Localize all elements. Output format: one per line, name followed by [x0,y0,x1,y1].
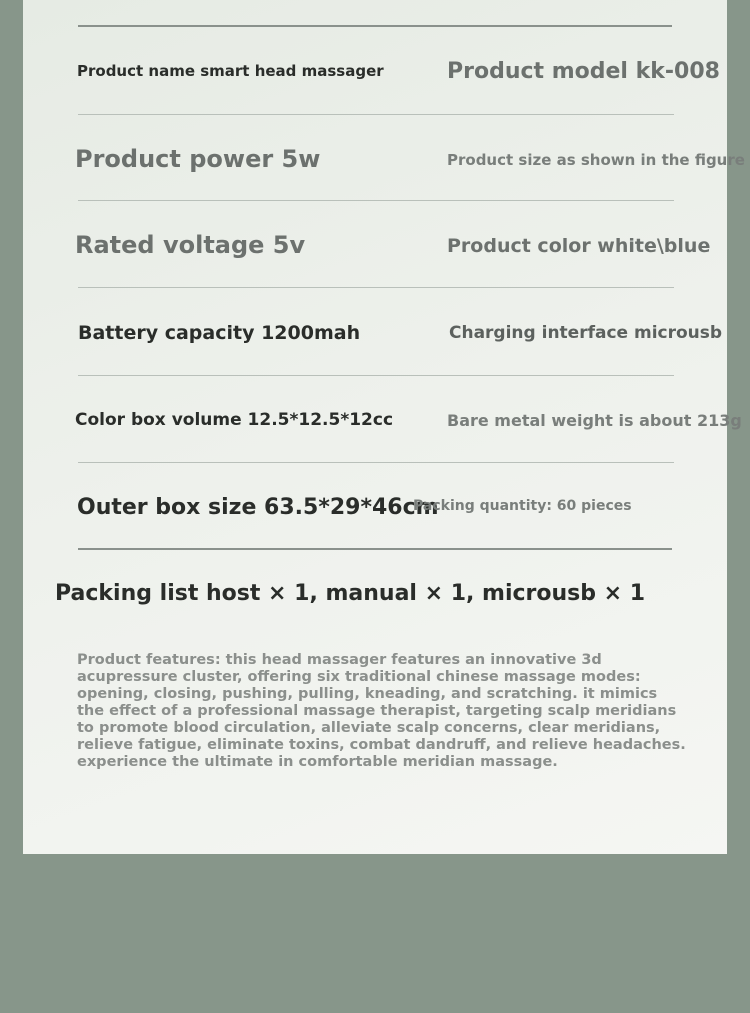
product-power: Product power 5w [75,145,321,173]
packing-quantity: Packing quantity: 60 pieces [413,498,632,514]
product-features: Product features: this head massager features an innovative 3d acupressure cluster, offering six traditional chinese massage modes: opening, closing, pushing, pulling, kneading, and scratching. it mimics the effect of a professional massage therapist, targeting scalp meridians to promote blood circulation, alleviate scalp concerns, clear meridians, relieve fatigue, eliminate toxins, combat dandruff, and relieve headaches. experience the ultimate in comfortable meridian massage. [77,652,686,770]
packing-list: Packing list host × 1, manual × 1, microusb × 1 [55,581,646,606]
divider [78,375,674,376]
bare-metal-weight: Bare metal weight is about 213g [447,411,742,430]
product-color: Product color white\blue [447,235,711,257]
charging-interface: Charging interface microusb [449,323,723,343]
divider [78,548,672,550]
color-box-volume: Color box volume 12.5*12.5*12cc [75,410,394,430]
product-size: Product size as shown in the figure [447,151,745,169]
divider [78,25,672,27]
rated-voltage: Rated voltage 5v [75,231,306,259]
divider [78,200,674,201]
divider [78,462,674,463]
divider [78,287,674,288]
battery-capacity: Battery capacity 1200mah [78,322,361,344]
product-model: Product model kk-008 [447,59,720,84]
product-name: Product name smart head massager [77,62,384,80]
divider [78,114,674,115]
outer-box-size: Outer box size 63.5*29*46cm [77,495,439,520]
